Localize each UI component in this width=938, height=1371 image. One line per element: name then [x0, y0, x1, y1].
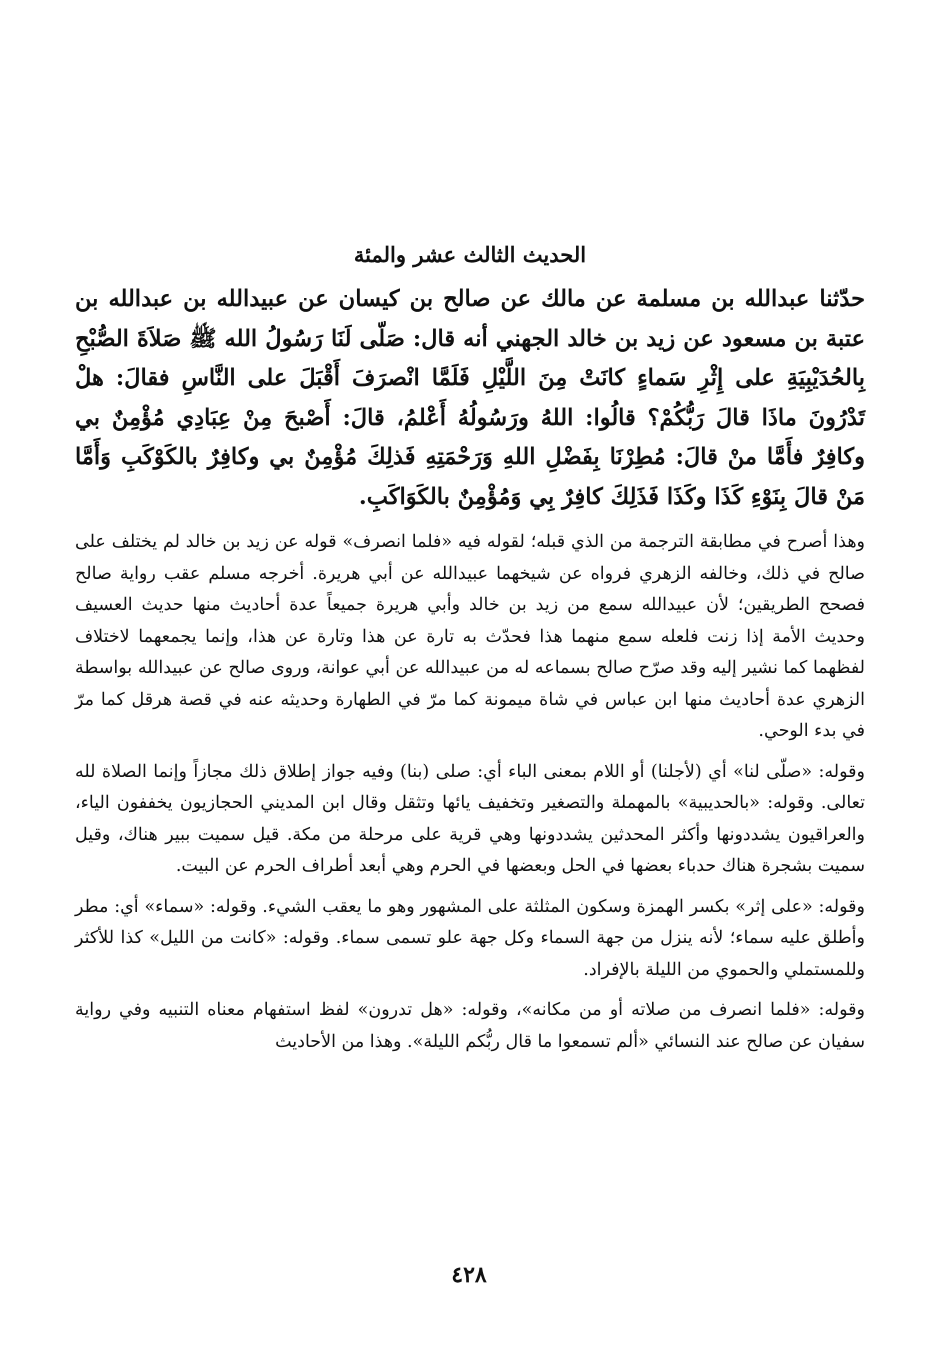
- page-title: الحديث الثالث عشر والمئة: [353, 242, 587, 267]
- commentary-paragraph: وقوله: «على إثر» بكسر الهمزة وسكون المثلثة على المشهور وهو ما يعقب الشيء. وقوله: «سماء» أي: مطر وأطلق عليه سماء؛ لأنه ينزل من جهة السماء وكل جهة علو تسمى سماء. وقوله: «كانت من الليل» كذا للأكثر وللمستملي والحموي من الليلة بالإفراد.: [75, 896, 865, 980]
- commentary-paragraph: وقوله: «فلما انصرف من صلاته أو من مكانه»، وقوله: «هل تدرون» لفظ استفهام معناه التنبيه وفي رواية سفيان عن صالح عند النسائي «ألم تسمعوا ما قال ربُّكم الليلة». وهذا من الأحاديث: [75, 1000, 865, 1052]
- hadith-text: حدّثنا عبدالله بن مسلمة عن مالك عن صالح بن كيسان عن عبيدالله بن عبدالله بن عتبة بن مسعود عن زيد بن خالد الجهني أنه قال: صَلّى لَنَا رَسُولُ الله ﷺ صَلاَةَ الصُّبْحِ بِالحُدَيْبِيَةِ على إِثْرِ سَماءٍ كانَتْ مِنَ اللَّيْلِ فَلَمَّا انْصرَفَ أَقْبَلَ على النَّاسِ فقالَ: هلْ تَدْرُونَ ماذَا قالَ رَبُّكُمْ؟ قالُوا: اللهُ ورَسُولُهُ أَعْلمُ، قالَ: أَصْبحَ مِنْ عِبَادِي مُؤْمِنٌ بي وكافِرٌ فأَمَّا منْ قالَ: مُطِرْنَا بِفَضْلِ اللهِ وَرَحْمَتِهِ فَذلِكَ مُؤْمِنٌ بي وكافِرٌ بالكَوْكَبِ وَأَمَّا مَنْ قالَ بِنَوْءِ كَذَا وكَذَا فَذَلِكَ كافِرٌ بِي وَمُؤْمِنٌ بالكَوَاكَبِ.: [75, 286, 865, 510]
- book-page: [75, 238, 865, 1067]
- commentary-paragraph: وهذا أصرح في مطابقة الترجمة من الذي قبله؛ لقوله فيه «فلما انصرف» قوله عن زيد بن خالد لم يختلف على صالح في ذلك، وخالفه الزهري فرواه عن شيخهما عبيدالله عن أبي هريرة. أخرجه مسلم عقب رواية صالح فصحح الطريقين؛ لأن عبيدالله سمع من زيد بن خالد وأبي هريرة جميعاً عدة أحاديث منها حديث العسيف وحديث الأمة إذا زنت فلعله سمع منهما هذا فحدّث به تارة عن هذا وتارة عن هذا، وإنما يجمعهما لاختلاف لفظهما كما نشير إليه وقد صرّح صالح بسماعه له من عبيدالله عن أبي عوانة، وروى صالح عن عبيدالله بواسطة الزهري عدة أحاديث منها ابن عباس في شاة ميمونة كما مرّ في الطهارة وحديثه عنه في قصة هرقل كما مرّ في بدء الوحي.: [75, 532, 865, 741]
- commentary-paragraph: وقوله: «صلّى لنا» أي (لأجلنا) أو اللام بمعنى الباء أي: صلى (بنا) وفيه جواز إطلاق ذلك مجازاً وإنما الصلاة لله تعالى. وقوله: «بالحديبية» بالمهملة والتصغير وتخفيف يائها وتثقل وقال ابن المديني الحجازيون يخففون الياء، والعراقيون يشددونها وأكثر المحدثين يشددونها وهي قرية على مرحلة من مكة. قيل سميت ببير هناك، وقيل سميت بشجرة هناك حدباء بعضها في الحل وبعضها في الحرم وهي أبعد أطراف الحرم عن البيت.: [75, 761, 865, 876]
- page-number: ٤٢٨: [451, 1262, 487, 1288]
